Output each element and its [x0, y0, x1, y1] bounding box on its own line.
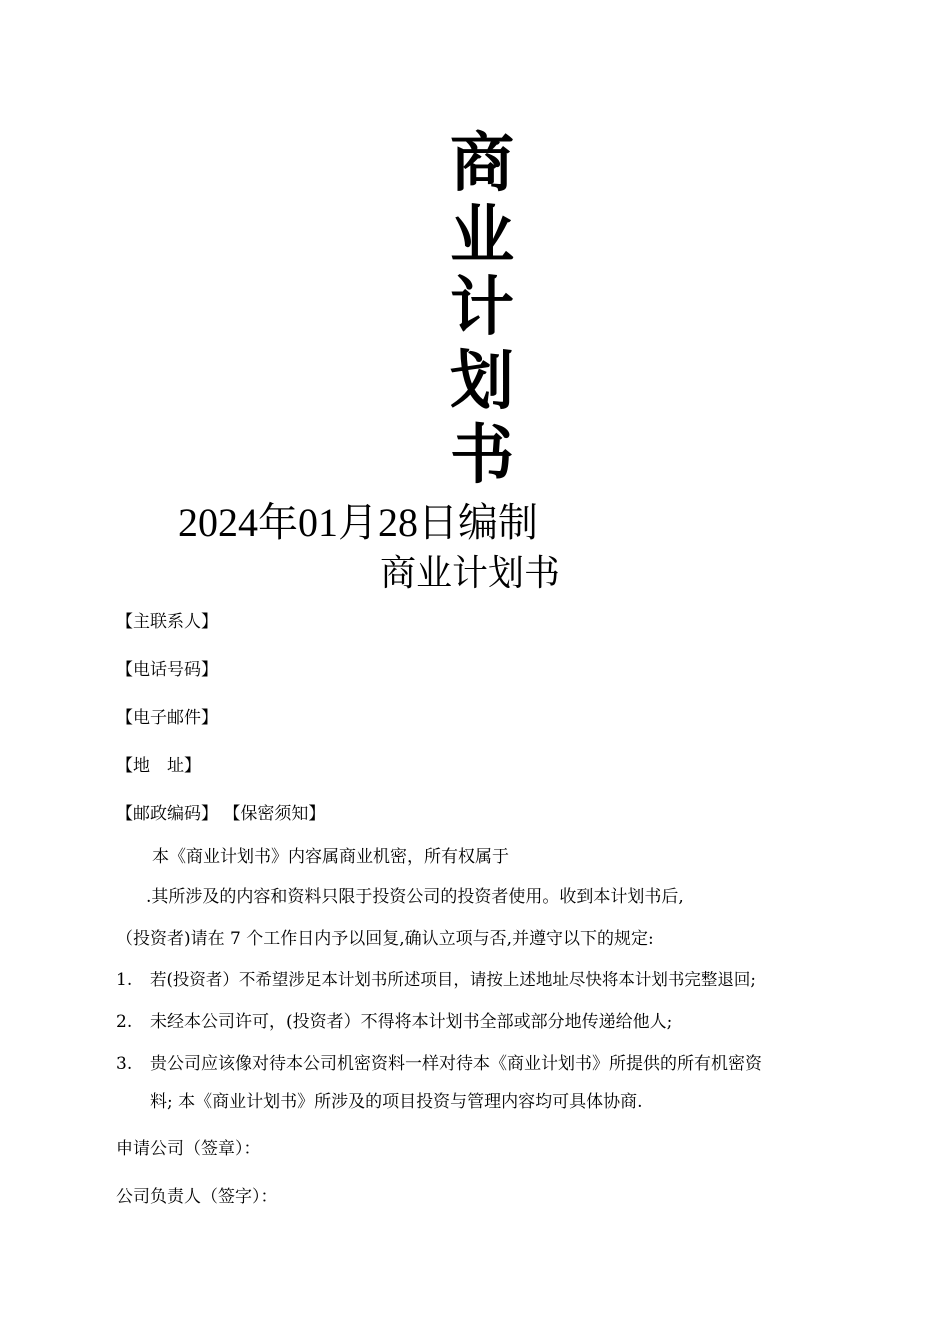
- phone-label: 【电话号码】: [116, 660, 218, 680]
- company-seal-label: 申请公司（签章）：: [116, 1139, 261, 1159]
- rule-text-continued: 料; 本《商业计划书》所涉及的项目投资与管理内容均可具体协商.: [150, 1092, 643, 1112]
- contact-person-label: 【主联系人】: [116, 612, 218, 632]
- responsible-person-label: 公司负责人（签字）：: [116, 1187, 278, 1207]
- title-char-1: 商: [450, 127, 514, 201]
- title-char-4: 划: [450, 345, 514, 419]
- rule-text: 贵公司应该像对待本公司机密资料一样对待本《商业计划书》所提供的所有机密资: [150, 1054, 762, 1074]
- confidentiality-line-2: .其所涉及的内容和资料只限于投资公司的投资者使用。收到本计划书后,: [146, 887, 684, 907]
- rule-number: 2.: [116, 1012, 133, 1032]
- rule-number: 3.: [116, 1054, 133, 1074]
- confidentiality-line-3: （投资者)请在 7 个工作日内予以回复,确认立项与否,并遵守以下的规定:: [116, 929, 654, 949]
- title-char-2: 业: [450, 199, 514, 273]
- address-label: 【地 址】: [116, 756, 201, 776]
- email-label: 【电子邮件】: [116, 708, 218, 728]
- postal-notice-label: 【邮政编码】 【保密须知】: [116, 804, 326, 824]
- confidentiality-line-1: 本《商业计划书》内容属商业机密，所有权属于: [152, 847, 509, 867]
- title-char-3: 计: [450, 271, 514, 345]
- title-char-5: 书: [450, 419, 514, 493]
- rule-text: 若(投资者）不希望涉足本计划书所述项目，请按上述地址尽快将本计划书完整退回;: [150, 970, 756, 989]
- rule-number: 1.: [116, 970, 133, 990]
- subtitle: 商业计划书: [380, 553, 561, 594]
- rule-text: 未经本公司许可，(投资者）不得将本计划书全部或部分地传递给他人;: [150, 1012, 673, 1032]
- compile-date: 2024年01月28日编制: [178, 500, 538, 545]
